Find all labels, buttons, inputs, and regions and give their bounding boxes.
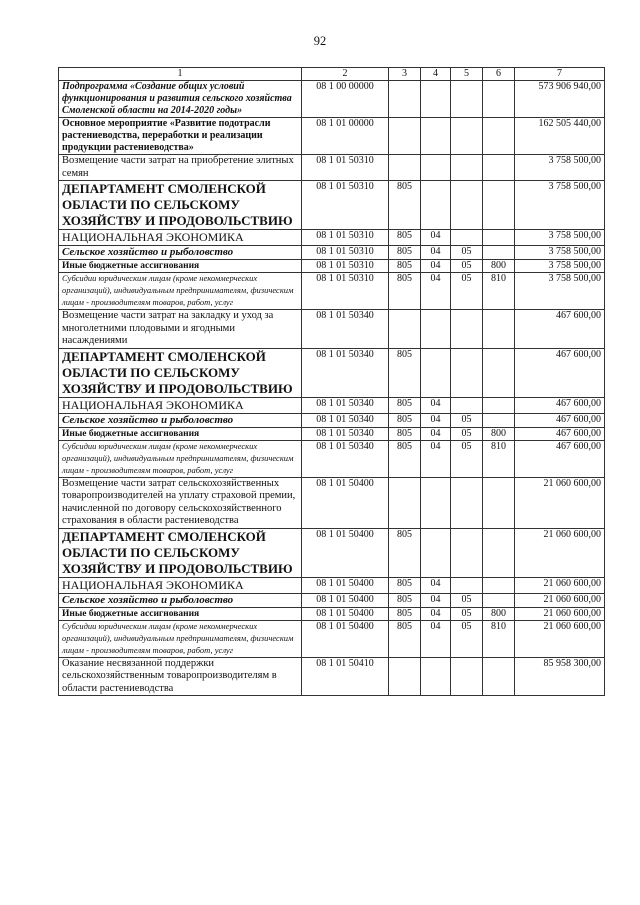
item-name: Сельское хозяйство и рыболовство	[62, 246, 234, 258]
target-code-cell: 08 1 01 50400	[302, 577, 389, 593]
target-code-cell: 08 1 01 50400	[302, 607, 389, 620]
table-row	[59, 118, 605, 155]
subsection-code-cell: 05	[451, 246, 483, 260]
target-code-cell: 08 1 01 50410	[302, 657, 389, 696]
item-name-cell	[59, 413, 302, 427]
target-code-cell: 08 1 01 50310	[302, 181, 389, 230]
item-name: Субсидии юридическим лицам (кроме некоммерческих организаций), индивидуальным предпринимателям, физическим лицам - производителям товаров, работ, услуг	[62, 620, 294, 655]
expense-type-code-cell	[483, 181, 515, 230]
item-name-cell	[59, 273, 302, 310]
table-row	[59, 657, 605, 696]
target-code-cell: 08 1 01 50400	[302, 593, 389, 607]
column-number-7: 7	[515, 68, 605, 81]
table-row	[59, 427, 605, 440]
target-code-cell: 08 1 01 50400	[302, 528, 389, 577]
item-name-cell	[59, 657, 302, 696]
target-code-cell: 08 1 01 50310	[302, 260, 389, 273]
item-name: Субсидии юридическим лицам (кроме некоммерческих организаций), индивидуальным предпринимателям, физическим лицам - производителям товаров, работ, услуг	[62, 440, 294, 475]
amount-cell: 162 505 440,00	[515, 118, 605, 155]
department-code-cell: 805	[389, 246, 421, 260]
target-code-cell: 08 1 01 50310	[302, 246, 389, 260]
table-row	[59, 310, 605, 349]
item-name: Возмещение части затрат на закладку и уход за многолетними плодовыми и ягодными насаждениями	[62, 310, 274, 346]
expense-type-code-cell	[483, 413, 515, 427]
table-row	[59, 348, 605, 397]
target-code-cell: 08 1 01 50310	[302, 273, 389, 310]
expense-type-code-cell	[483, 348, 515, 397]
amount-cell: 467 600,00	[515, 397, 605, 413]
expense-type-code-cell: 810	[483, 440, 515, 477]
item-name-cell	[59, 593, 302, 607]
subsection-code-cell	[451, 657, 483, 696]
department-code-cell: 805	[389, 413, 421, 427]
department-code-cell	[389, 155, 421, 181]
column-number-2: 2	[302, 68, 389, 81]
amount-cell: 3 758 500,00	[515, 155, 605, 181]
target-code-cell: 08 1 01 50310	[302, 230, 389, 246]
amount-cell: 467 600,00	[515, 348, 605, 397]
department-code-cell: 805	[389, 230, 421, 246]
section-code-cell	[421, 181, 451, 230]
section-code-cell	[421, 81, 451, 118]
section-code-cell	[421, 155, 451, 181]
amount-cell: 21 060 600,00	[515, 477, 605, 528]
table-row	[59, 620, 605, 657]
amount-cell: 21 060 600,00	[515, 607, 605, 620]
item-name-cell	[59, 81, 302, 118]
subsection-code-cell: 05	[451, 413, 483, 427]
department-code-cell: 805	[389, 593, 421, 607]
item-name: Сельское хозяйство и рыболовство	[62, 593, 234, 606]
department-code-cell	[389, 310, 421, 349]
item-name-cell	[59, 440, 302, 477]
department-code-cell: 805	[389, 440, 421, 477]
table-row	[59, 397, 605, 413]
expense-type-code-cell	[483, 118, 515, 155]
item-name-cell	[59, 397, 302, 413]
amount-cell: 21 060 600,00	[515, 593, 605, 607]
column-number-3: 3	[389, 68, 421, 81]
expense-type-code-cell	[483, 397, 515, 413]
target-code-cell: 08 1 01 00000	[302, 118, 389, 155]
subsection-code-cell: 05	[451, 607, 483, 620]
item-name: Иные бюджетные ассигнования	[62, 428, 200, 439]
item-name: Иные бюджетные ассигнования	[62, 261, 200, 271]
item-name: Подпрограмма «Создание общих условий функционирования и развития сельского хозяйства Смоленской области на 2014-2020 годы»	[62, 81, 292, 116]
department-code-cell: 805	[389, 348, 421, 397]
department-code-cell	[389, 477, 421, 528]
section-code-cell: 04	[421, 607, 451, 620]
item-name-cell	[59, 607, 302, 620]
expense-type-code-cell	[483, 593, 515, 607]
subsection-code-cell	[451, 230, 483, 246]
amount-cell: 467 600,00	[515, 413, 605, 427]
expense-type-code-cell	[483, 246, 515, 260]
item-name: НАЦИОНАЛЬНАЯ ЭКОНОМИКА	[62, 397, 244, 412]
target-code-cell: 08 1 01 50310	[302, 155, 389, 181]
expense-type-code-cell	[483, 477, 515, 528]
amount-cell: 3 758 500,00	[515, 273, 605, 310]
item-name-cell	[59, 427, 302, 440]
item-name: Сельское хозяйство и рыболовство	[62, 413, 234, 426]
item-name: Оказание несвязанной поддержки сельскохозяйственным товаропроизводителям в области растениеводства	[62, 657, 277, 694]
subsection-code-cell	[451, 310, 483, 349]
subsection-code-cell	[451, 155, 483, 181]
subsection-code-cell	[451, 348, 483, 397]
department-code-cell: 805	[389, 427, 421, 440]
amount-cell: 21 060 600,00	[515, 577, 605, 593]
section-code-cell: 04	[421, 260, 451, 273]
subsection-code-cell	[451, 528, 483, 577]
amount-cell: 3 758 500,00	[515, 181, 605, 230]
table-row	[59, 577, 605, 593]
target-code-cell: 08 1 00 00000	[302, 81, 389, 118]
table-row	[59, 273, 605, 310]
amount-cell: 3 758 500,00	[515, 230, 605, 246]
table-row	[59, 230, 605, 246]
target-code-cell: 08 1 01 50340	[302, 440, 389, 477]
table-row	[59, 246, 605, 260]
table-row	[59, 155, 605, 181]
department-code-cell: 805	[389, 397, 421, 413]
expense-type-code-cell	[483, 577, 515, 593]
budget-table	[58, 67, 605, 696]
amount-cell: 85 958 300,00	[515, 657, 605, 696]
table-row	[59, 260, 605, 273]
expense-type-code-cell	[483, 528, 515, 577]
item-name-cell	[59, 246, 302, 260]
column-number-row	[59, 68, 605, 81]
target-code-cell: 08 1 01 50340	[302, 413, 389, 427]
amount-cell: 467 600,00	[515, 427, 605, 440]
department-code-cell	[389, 118, 421, 155]
section-code-cell: 04	[421, 440, 451, 477]
target-code-cell: 08 1 01 50340	[302, 397, 389, 413]
item-name-cell	[59, 477, 302, 528]
item-name-cell	[59, 181, 302, 230]
item-name-cell	[59, 118, 302, 155]
amount-cell: 3 758 500,00	[515, 260, 605, 273]
table-row	[59, 607, 605, 620]
amount-cell: 467 600,00	[515, 310, 605, 349]
amount-cell: 21 060 600,00	[515, 528, 605, 577]
department-code-cell: 805	[389, 607, 421, 620]
amount-cell: 573 906 940,00	[515, 81, 605, 118]
table-row	[59, 477, 605, 528]
item-name: Возмещение части затрат сельскохозяйственных товаропроизводителей на уплату страховой премии, начисленной по договору сельскохозяйственного страхования в области растениеводства	[62, 477, 296, 526]
target-code-cell: 08 1 01 50400	[302, 477, 389, 528]
item-name-cell	[59, 528, 302, 577]
expense-type-code-cell: 800	[483, 260, 515, 273]
section-code-cell: 04	[421, 593, 451, 607]
item-name-cell	[59, 310, 302, 349]
table-row	[59, 81, 605, 118]
item-name: Субсидии юридическим лицам (кроме некоммерческих организаций), индивидуальным предпринимателям, физическим лицам - производителям товаров, работ, услуг	[62, 273, 294, 307]
item-name: Возмещение части затрат на приобретение элитных семян	[62, 155, 294, 179]
expense-type-code-cell	[483, 657, 515, 696]
section-code-cell: 04	[421, 230, 451, 246]
section-code-cell: 04	[421, 273, 451, 310]
expense-type-code-cell: 800	[483, 427, 515, 440]
department-code-cell: 805	[389, 260, 421, 273]
target-code-cell: 08 1 01 50340	[302, 348, 389, 397]
section-code-cell: 04	[421, 413, 451, 427]
column-number-4: 4	[421, 68, 451, 81]
target-code-cell: 08 1 01 50340	[302, 427, 389, 440]
subsection-code-cell	[451, 81, 483, 118]
section-code-cell	[421, 118, 451, 155]
table-row	[59, 413, 605, 427]
expense-type-code-cell: 810	[483, 620, 515, 657]
subsection-code-cell: 05	[451, 440, 483, 477]
expense-type-code-cell: 810	[483, 273, 515, 310]
item-name: НАЦИОНАЛЬНАЯ ЭКОНОМИКА	[62, 230, 244, 244]
department-code-cell: 805	[389, 577, 421, 593]
section-code-cell	[421, 477, 451, 528]
subsection-code-cell	[451, 577, 483, 593]
item-name: ДЕПАРТАМЕНТ СМОЛЕНСКОЙ ОБЛАСТИ ПО СЕЛЬСКОМУ ХОЗЯЙСТВУ И ПРОДОВОЛЬСТВИЮ	[62, 181, 293, 228]
amount-cell: 3 758 500,00	[515, 246, 605, 260]
subsection-code-cell: 05	[451, 593, 483, 607]
section-code-cell	[421, 528, 451, 577]
department-code-cell	[389, 657, 421, 696]
department-code-cell	[389, 81, 421, 118]
section-code-cell	[421, 348, 451, 397]
department-code-cell: 805	[389, 528, 421, 577]
department-code-cell: 805	[389, 620, 421, 657]
column-number-5: 5	[451, 68, 483, 81]
subsection-code-cell	[451, 397, 483, 413]
target-code-cell: 08 1 01 50340	[302, 310, 389, 349]
department-code-cell: 805	[389, 181, 421, 230]
section-code-cell: 04	[421, 577, 451, 593]
item-name-cell	[59, 348, 302, 397]
department-code-cell: 805	[389, 273, 421, 310]
table-row	[59, 440, 605, 477]
column-number-6: 6	[483, 68, 515, 81]
table-row	[59, 528, 605, 577]
item-name: ДЕПАРТАМЕНТ СМОЛЕНСКОЙ ОБЛАСТИ ПО СЕЛЬСКОМУ ХОЗЯЙСТВУ И ПРОДОВОЛЬСТВИЮ	[62, 528, 293, 576]
item-name: Иные бюджетные ассигнования	[62, 608, 200, 619]
item-name-cell	[59, 577, 302, 593]
item-name-cell	[59, 260, 302, 273]
subsection-code-cell	[451, 118, 483, 155]
page-number: 92	[313, 34, 327, 48]
section-code-cell	[421, 657, 451, 696]
subsection-code-cell: 05	[451, 427, 483, 440]
amount-cell: 21 060 600,00	[515, 620, 605, 657]
table-body	[59, 81, 605, 696]
subsection-code-cell: 05	[451, 273, 483, 310]
target-code-cell: 08 1 01 50400	[302, 620, 389, 657]
table-row	[59, 593, 605, 607]
section-code-cell: 04	[421, 397, 451, 413]
subsection-code-cell: 05	[451, 260, 483, 273]
item-name-cell	[59, 620, 302, 657]
table-row	[59, 181, 605, 230]
amount-cell: 467 600,00	[515, 440, 605, 477]
item-name-cell	[59, 230, 302, 246]
expense-type-code-cell	[483, 310, 515, 349]
section-code-cell: 04	[421, 427, 451, 440]
item-name: Основное мероприятие «Развитие подотрасли растениеводства, переработки и реализации продукции растениеводства»	[62, 118, 271, 153]
section-code-cell	[421, 310, 451, 349]
section-code-cell: 04	[421, 246, 451, 260]
expense-type-code-cell: 800	[483, 607, 515, 620]
column-number-1: 1	[59, 68, 302, 81]
expense-type-code-cell	[483, 155, 515, 181]
expense-type-code-cell	[483, 230, 515, 246]
section-code-cell: 04	[421, 620, 451, 657]
item-name: ДЕПАРТАМЕНТ СМОЛЕНСКОЙ ОБЛАСТИ ПО СЕЛЬСКОМУ ХОЗЯЙСТВУ И ПРОДОВОЛЬСТВИЮ	[62, 348, 293, 396]
expense-type-code-cell	[483, 81, 515, 118]
subsection-code-cell: 05	[451, 620, 483, 657]
item-name: НАЦИОНАЛЬНАЯ ЭКОНОМИКА	[62, 577, 244, 592]
subsection-code-cell	[451, 477, 483, 528]
subsection-code-cell	[451, 181, 483, 230]
item-name-cell	[59, 155, 302, 181]
